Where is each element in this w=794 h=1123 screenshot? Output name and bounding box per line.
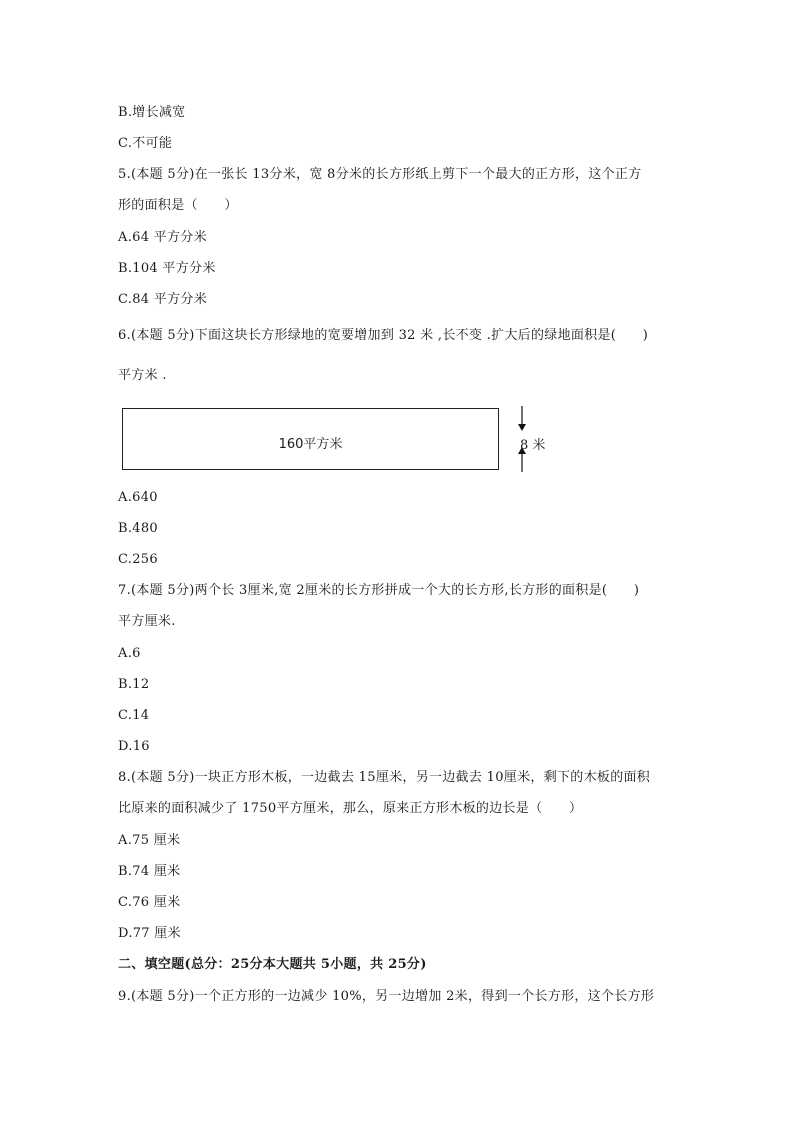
- diagram-width-label: 8 米: [520, 438, 546, 453]
- section-2-heading: 二、填空题(总分：25分本大题共 5小题，共 25分): [118, 957, 427, 972]
- q5-option-b: B.104 平方分米: [118, 261, 216, 276]
- q5-stem-line-2: 形的面积是（ ）: [118, 198, 238, 213]
- q5-option-a: A.64 平方分米: [118, 230, 207, 245]
- q7-option-d: D.16: [118, 739, 150, 754]
- q7-option-b: B.12: [118, 677, 150, 692]
- q8-option-b: B.74 厘米: [118, 864, 181, 879]
- q6-option-a: A.640: [118, 490, 158, 505]
- q7-option-c: C.14: [118, 708, 150, 723]
- q8-stem-line-1: 8.(本题 5分)一块正方形木板，一边截去 15厘米，另一边截去 10厘米，剩下的木板的面积: [118, 770, 651, 785]
- q7-stem-line-2: 平方厘米.: [118, 614, 176, 629]
- q4-option-b: B.增长减宽: [118, 105, 186, 120]
- q5-option-c: C.84 平方分米: [118, 292, 207, 307]
- q7-stem-line-1: 7.(本题 5分)两个长 3厘米,宽 2厘米的长方形拼成一个大的长方形,长方形的面积是( ): [118, 583, 640, 598]
- q5-stem-line-1: 5.(本题 5分)在一张长 13分米，宽 8分米的长方形纸上剪下一个最大的正方形，这个正方: [118, 167, 642, 182]
- q6-option-b: B.480: [118, 521, 158, 536]
- rectangle-diagram: [122, 408, 499, 470]
- q6-option-c: C.256: [118, 552, 158, 567]
- q8-option-d: D.77 厘米: [118, 926, 181, 941]
- q4-option-c: C.不可能: [118, 136, 173, 151]
- q8-stem-line-2: 比原来的面积减少了 1750平方厘米，那么，原来正方形木板的边长是（ ）: [118, 801, 583, 816]
- q8-option-a: A.75 厘米: [118, 833, 181, 848]
- q8-option-c: C.76 厘米: [118, 895, 181, 910]
- q9-stem-line-1: 9.(本题 5分)一个正方形的一边减少 10%，另一边增加 2米，得到一个长方形，这个长方形: [118, 989, 655, 1004]
- q6-stem-line-2: 平方米 .: [118, 368, 167, 383]
- q7-option-a: A.6: [118, 646, 141, 661]
- top-arrow-head: [518, 424, 526, 431]
- q6-stem-line-1: 6.(本题 5分)下面这块长方形绿地的宽要增加到 32 米 ,长不变 .扩大后的绿地面积是( ): [118, 328, 649, 343]
- diagram-area-label: 160平方米: [278, 437, 343, 452]
